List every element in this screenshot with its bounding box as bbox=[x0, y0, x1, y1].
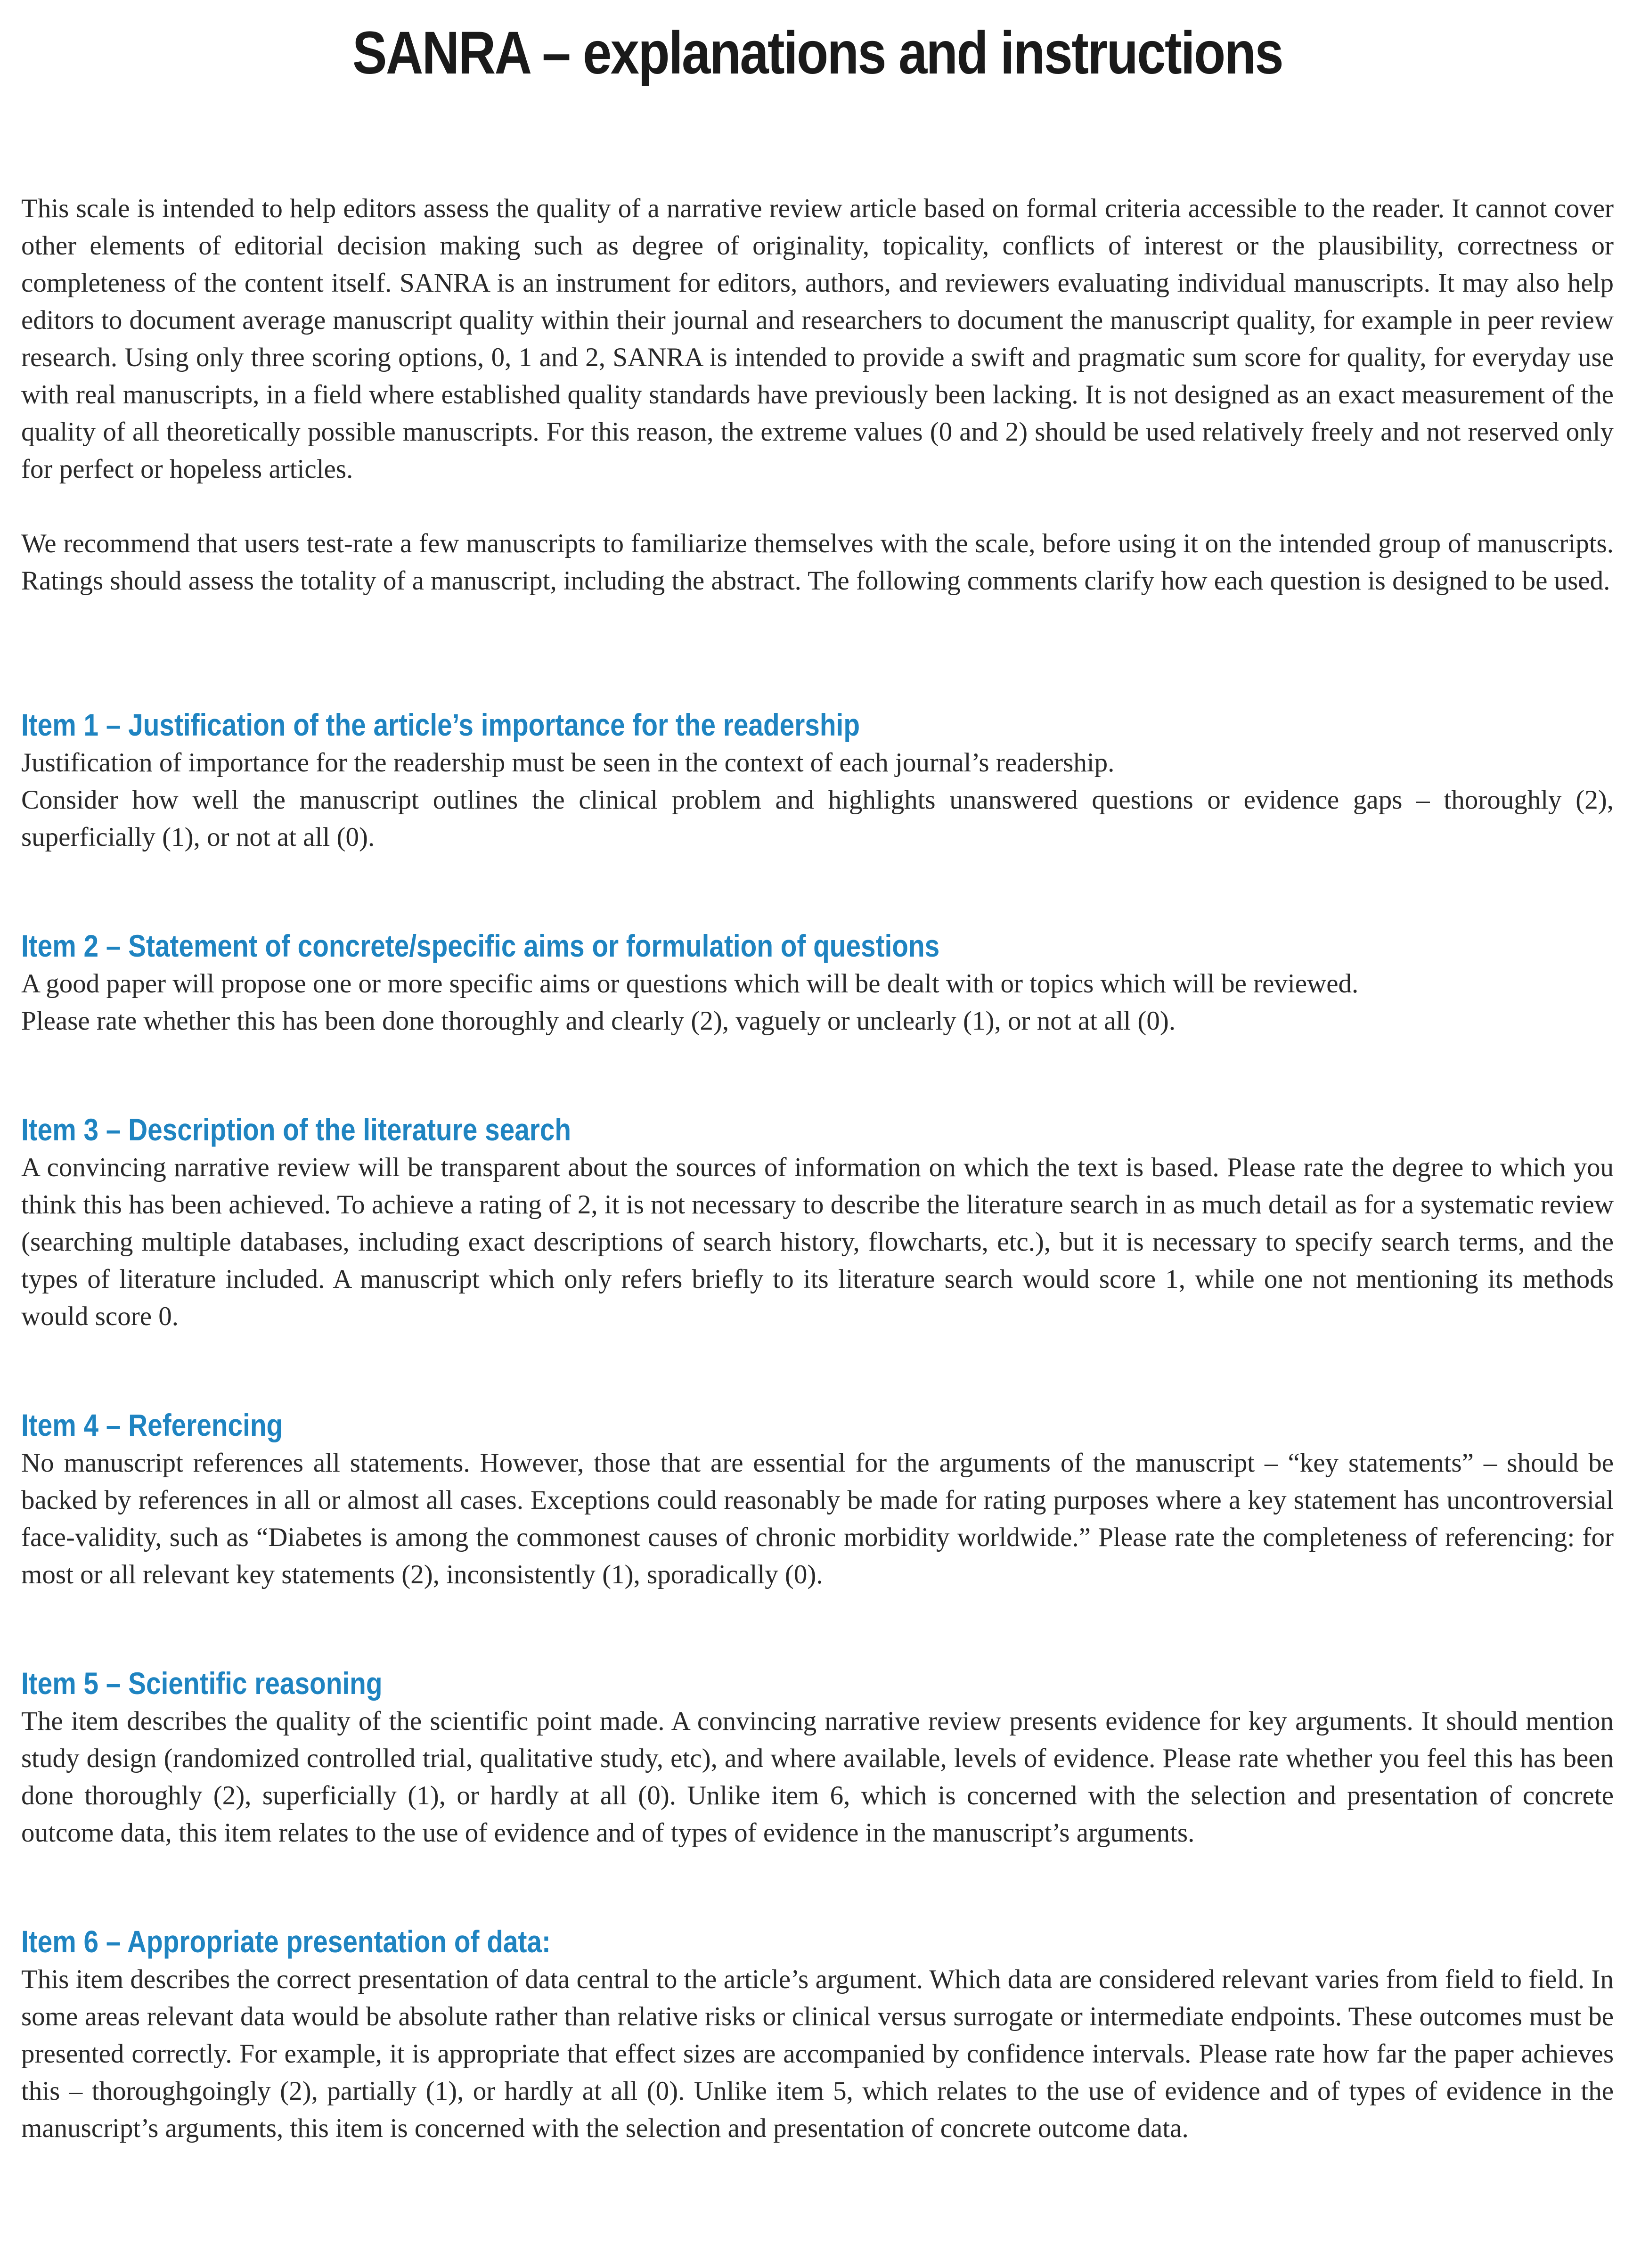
item-4-paragraph-1: No manuscript references all statements. However, those that are essential for the arguments of the manuscript – “key statements” – should be backed by references in all or almost all cases. Exceptions could reasonably be made for rating purposes where a key statement has uncontroversial face-validity, such as “Diabetes is among the commonest causes of chronic morbidity worldwide.” Please rate the completeness of referencing: for most or all relevant key statements (2), inconsistently (1), sporadically (0). bbox=[21, 1448, 1614, 1589]
item-6-paragraph-1: This item describes the correct presentation of data central to the article’s argument. Which data are considered relevant varies from field to field. In some areas relevant data would be absolute rather than relative risks or clinical versus surrogate or intermediate endpoints. These outcomes must be presented correctly. For example, it is appropriate that effect sizes are accompanied by confidence intervals. Please rate how far the paper achieves this – thoroughgoingly (2), partially (1), or hardly at all (0). Unlike item 5, which relates to the use of evidence and of types of evidence in the manuscript’s arguments, this item is concerned with the selection and presentation of concrete outcome data. bbox=[21, 1965, 1614, 2143]
item-1-section bbox=[21, 705, 1614, 856]
item-4-section bbox=[21, 1406, 1614, 1593]
document-page bbox=[21, 0, 1614, 2147]
intro-section bbox=[21, 190, 1614, 599]
item-3-section bbox=[21, 1110, 1614, 1335]
item-6-heading: Item 6 – Appropriate presentation of data: bbox=[21, 1924, 551, 1959]
intro-paragraph-1: This scale is intended to help editors assess the quality of a narrative review article based on formal criteria accessible to the reader. It cannot cover other elements of editorial decision making such as degree of originality, topicality, conflicts of interest or the plausibility, correctness or completeness of the content itself. SANRA is an instrument for editors, authors, and reviewers evaluating individual manuscripts. It may also help editors to document average manuscript quality within their journal and researchers to document the manuscript quality, for example in peer review research. Using only three scoring options, 0, 1 and 2, SANRA is intended to provide a swift and pragmatic sum score for quality, for everyday use with real manuscripts, in a field where established quality standards have previously been lacking. It is not designed as an exact measurement of the quality of all theoretically possible manuscripts. For this reason, the extreme values (0 and 2) should be used relatively freely and not reserved only for perfect or hopeless articles. bbox=[21, 194, 1614, 484]
item-6-section bbox=[21, 1922, 1614, 2147]
item-2-heading: Item 2 – Statement of concrete/specific aims or formulation of questions bbox=[21, 928, 940, 963]
item-3-paragraph-1: A convincing narrative review will be transparent about the sources of information on which the text is based. Please rate the degree to which you think this has been achieved. To achieve a rating of 2, it is not necessary to describe the literature search in as much detail as for a systematic review (searching multiple databases, including exact descriptions of search history, flowcharts, etc.), but it is necessary to specify search terms, and the types of literature included. A manuscript which only refers briefly to its literature search would score 1, while one not mentioning its methods would score 0. bbox=[21, 1153, 1614, 1331]
item-3-heading: Item 3 – Description of the literature search bbox=[21, 1112, 571, 1147]
item-4-heading: Item 4 – Referencing bbox=[21, 1408, 283, 1442]
document-title: SANRA – explanations and instructions bbox=[352, 19, 1282, 87]
intro-paragraph-2: We recommend that users test-rate a few manuscripts to familiarize themselves with the scale, before using it on the intended group of manuscripts. Ratings should assess the totality of a manuscript, including the abstract. The following comments clarify how each question is designed to be used. bbox=[21, 529, 1614, 596]
item-5-heading: Item 5 – Scientific reasoning bbox=[21, 1666, 383, 1701]
item-1-heading: Item 1 – Justification of the article’s importance for the readership bbox=[21, 707, 860, 742]
item-1-paragraph-1: Justification of importance for the readership must be seen in the context of each journal’s readership. bbox=[21, 748, 1115, 778]
item-5-paragraph-1: The item describes the quality of the scientific point made. A convincing narrative review presents evidence for key arguments. It should mention study design (randomized controlled trial, qualitative study, etc), and where available, levels of evidence. Please rate whether you feel this has been done thoroughly (2), superficially (1), or hardly at all (0). Unlike item 6, which is concerned with the selection and presentation of concrete outcome data, this item relates to the use of evidence and of types of evidence in the manuscript’s arguments. bbox=[21, 1706, 1614, 1848]
item-2-section bbox=[21, 926, 1614, 1040]
item-1-paragraph-2: Consider how well the manuscript outlines the clinical problem and highlights unanswered questions or evidence gaps – thoroughly (2), superficially (1), or not at all (0). bbox=[21, 785, 1614, 852]
item-2-paragraph-1: A good paper will propose one or more specific aims or questions which will be dealt with or topics which will be reviewed. bbox=[21, 969, 1359, 999]
item-2-paragraph-2: Please rate whether this has been done thoroughly and clearly (2), vaguely or unclearly (1), or not at all (0). bbox=[21, 1006, 1176, 1036]
item-5-section bbox=[21, 1664, 1614, 1851]
